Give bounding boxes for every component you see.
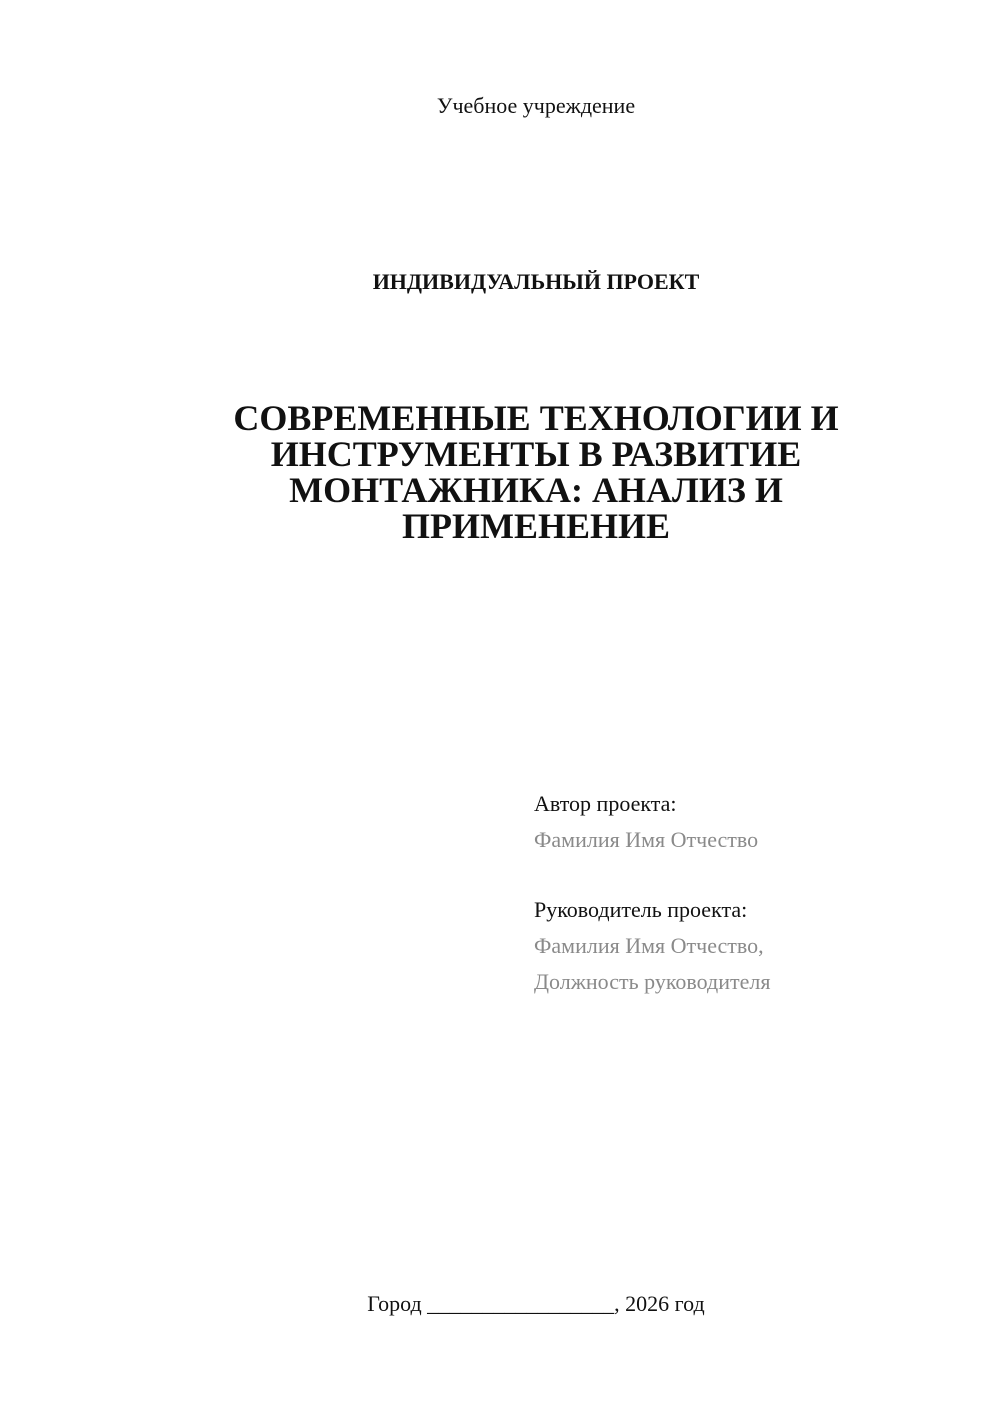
project-title-line: ИНСТРУМЕНТЫ В РАЗВИТИЕ — [270, 434, 802, 474]
city-year-line: Город _________________, 2026 год — [367, 1291, 705, 1316]
project-title — [200, 400, 872, 544]
supervisor-name-placeholder: Фамилия Имя Отчество, — [534, 933, 764, 958]
supervisor-position-placeholder: Должность руководителя — [534, 969, 771, 994]
author-name-placeholder: Фамилия Имя Отчество — [534, 827, 759, 852]
supervisor-label: Руководитель проекта: — [534, 897, 748, 922]
author-block — [534, 786, 954, 858]
project-title-line: МОНТАЖНИКА: АНАЛИЗ И — [289, 470, 783, 510]
institution-name: Учебное учреждение — [436, 93, 636, 118]
supervisor-block — [534, 892, 954, 1000]
project-type-heading: ИНДИВИДУАЛЬНЫЙ ПРОЕКТ — [372, 269, 700, 294]
project-title-line: СОВРЕМЕННЫЕ ТЕХНОЛОГИИ И — [233, 398, 839, 438]
author-label: Автор проекта: — [534, 791, 677, 816]
project-title-line: ПРИМЕНЕНИЕ — [401, 506, 670, 546]
